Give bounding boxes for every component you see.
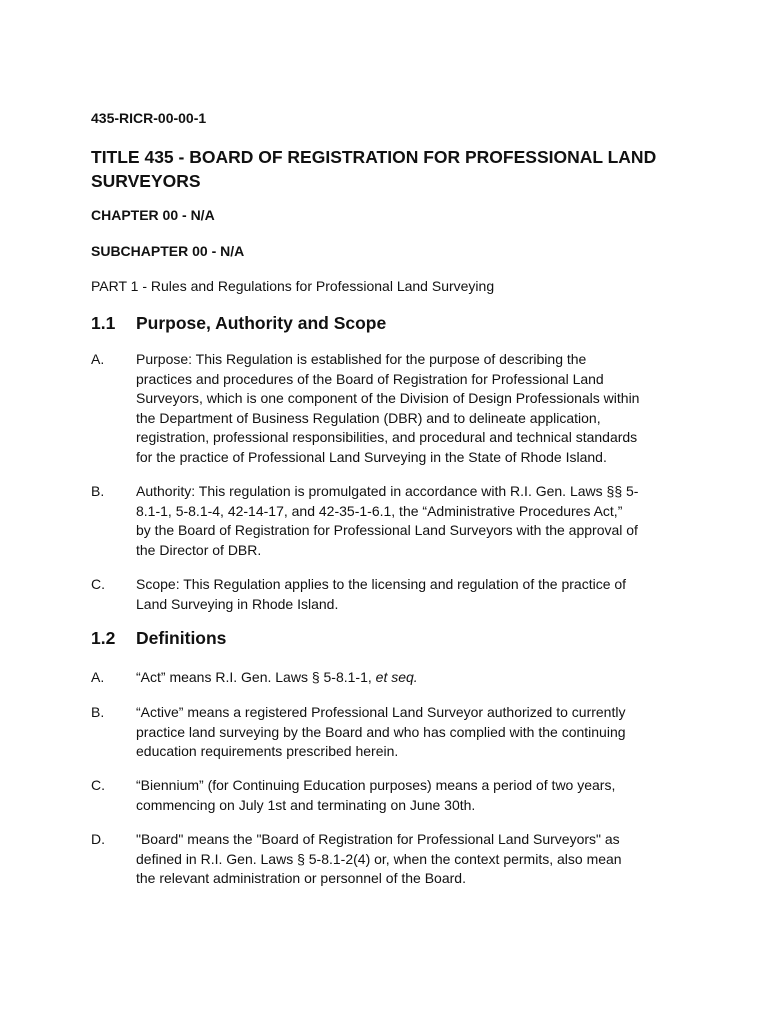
text-line: practices and procedures of the Board of Registration for Professional Land — [136, 370, 604, 387]
item-text — [136, 575, 684, 614]
section-title: Definitions — [136, 628, 227, 648]
text-line: education requirements prescribed herein. — [136, 743, 399, 759]
text-line: for the practice of Professional Land Surveying in the State of Rhode Island. — [136, 448, 607, 465]
text-line: defined in R.I. Gen. Laws § 5-8.1-2(4) or, when the context permits, also mean — [136, 850, 622, 867]
document-id: 435-RICR-00-00-1 — [91, 110, 207, 126]
item-letter: A. — [91, 669, 105, 685]
item-text — [136, 350, 684, 467]
text-line: registration, professional responsibilities, and procedural and technical standards — [136, 429, 638, 445]
item-letter: A. — [91, 351, 105, 367]
chapter-heading: CHAPTER 00 - N/A — [91, 207, 215, 223]
text-line: the Department of Business Regulation (DBR) and to delineate application, — [136, 409, 601, 426]
section-title: Purpose, Authority and Scope — [136, 313, 387, 333]
text-line: by the Board of Registration for Professional Land Surveyors with the approval of — [136, 522, 638, 538]
item-letter: C. — [91, 777, 105, 793]
text-line: “Active” means a registered Professional Land Surveyor authorized to currently — [136, 704, 626, 720]
document-title — [91, 145, 711, 193]
text-line: Purpose: This Regulation is established for the purpose of describing the — [136, 351, 587, 367]
text-line: Authority: This regulation is promulgated in accordance with R.I. Gen. Laws §§ 5- — [136, 483, 639, 499]
section-number: 1.1 — [91, 313, 116, 333]
item-text — [136, 776, 684, 815]
part-heading: PART 1 - Rules and Regulations for Professional Land Surveying — [91, 278, 495, 294]
text-line: "Board" means the "Board of Registration for Professional Land Surveyors" as — [136, 831, 620, 847]
item-letter: C. — [91, 576, 105, 592]
definition-text: “Act” means R.I. Gen. Laws § 5-8.1-1, — [136, 669, 376, 685]
text-line: Scope: This Regulation applies to the licensing and regulation of the practice of — [136, 576, 627, 592]
item-text — [136, 703, 684, 762]
text-line — [136, 668, 684, 688]
italic-term: et seq. — [375, 669, 418, 685]
text-line: Land Surveying in Rhode Island. — [136, 595, 339, 612]
subchapter-heading: SUBCHAPTER 00 - N/A — [91, 243, 245, 259]
item-letter: D. — [91, 831, 105, 847]
item-text — [136, 830, 684, 889]
text-line: “Biennium” (for Continuing Education purposes) means a period of two years, — [136, 777, 616, 793]
item-letter: B. — [91, 704, 105, 720]
item-letter: B. — [91, 483, 105, 499]
text-line: commencing on July 1st and terminating on June 30th. — [136, 796, 476, 813]
item-text — [136, 668, 684, 688]
text-line: 8.1-1, 5-8.1-4, 42-14-17, and 42-35-1-6.1, the “Administrative Procedures Act,” — [136, 502, 623, 519]
text-line: practice land surveying by the Board and who has complied with the continuing — [136, 723, 626, 740]
section-number: 1.2 — [91, 628, 116, 648]
title-line: SURVEYORS — [91, 171, 201, 191]
text-line: Surveyors, which is one component of the Division of Design Professionals within — [136, 390, 640, 406]
text-line: the Director of DBR. — [136, 541, 262, 558]
item-text — [136, 482, 684, 560]
text-line: the relevant administration or personnel of the Board. — [136, 870, 466, 886]
title-line: TITLE 435 - BOARD OF REGISTRATION FOR PROFESSIONAL LAND — [91, 147, 657, 167]
